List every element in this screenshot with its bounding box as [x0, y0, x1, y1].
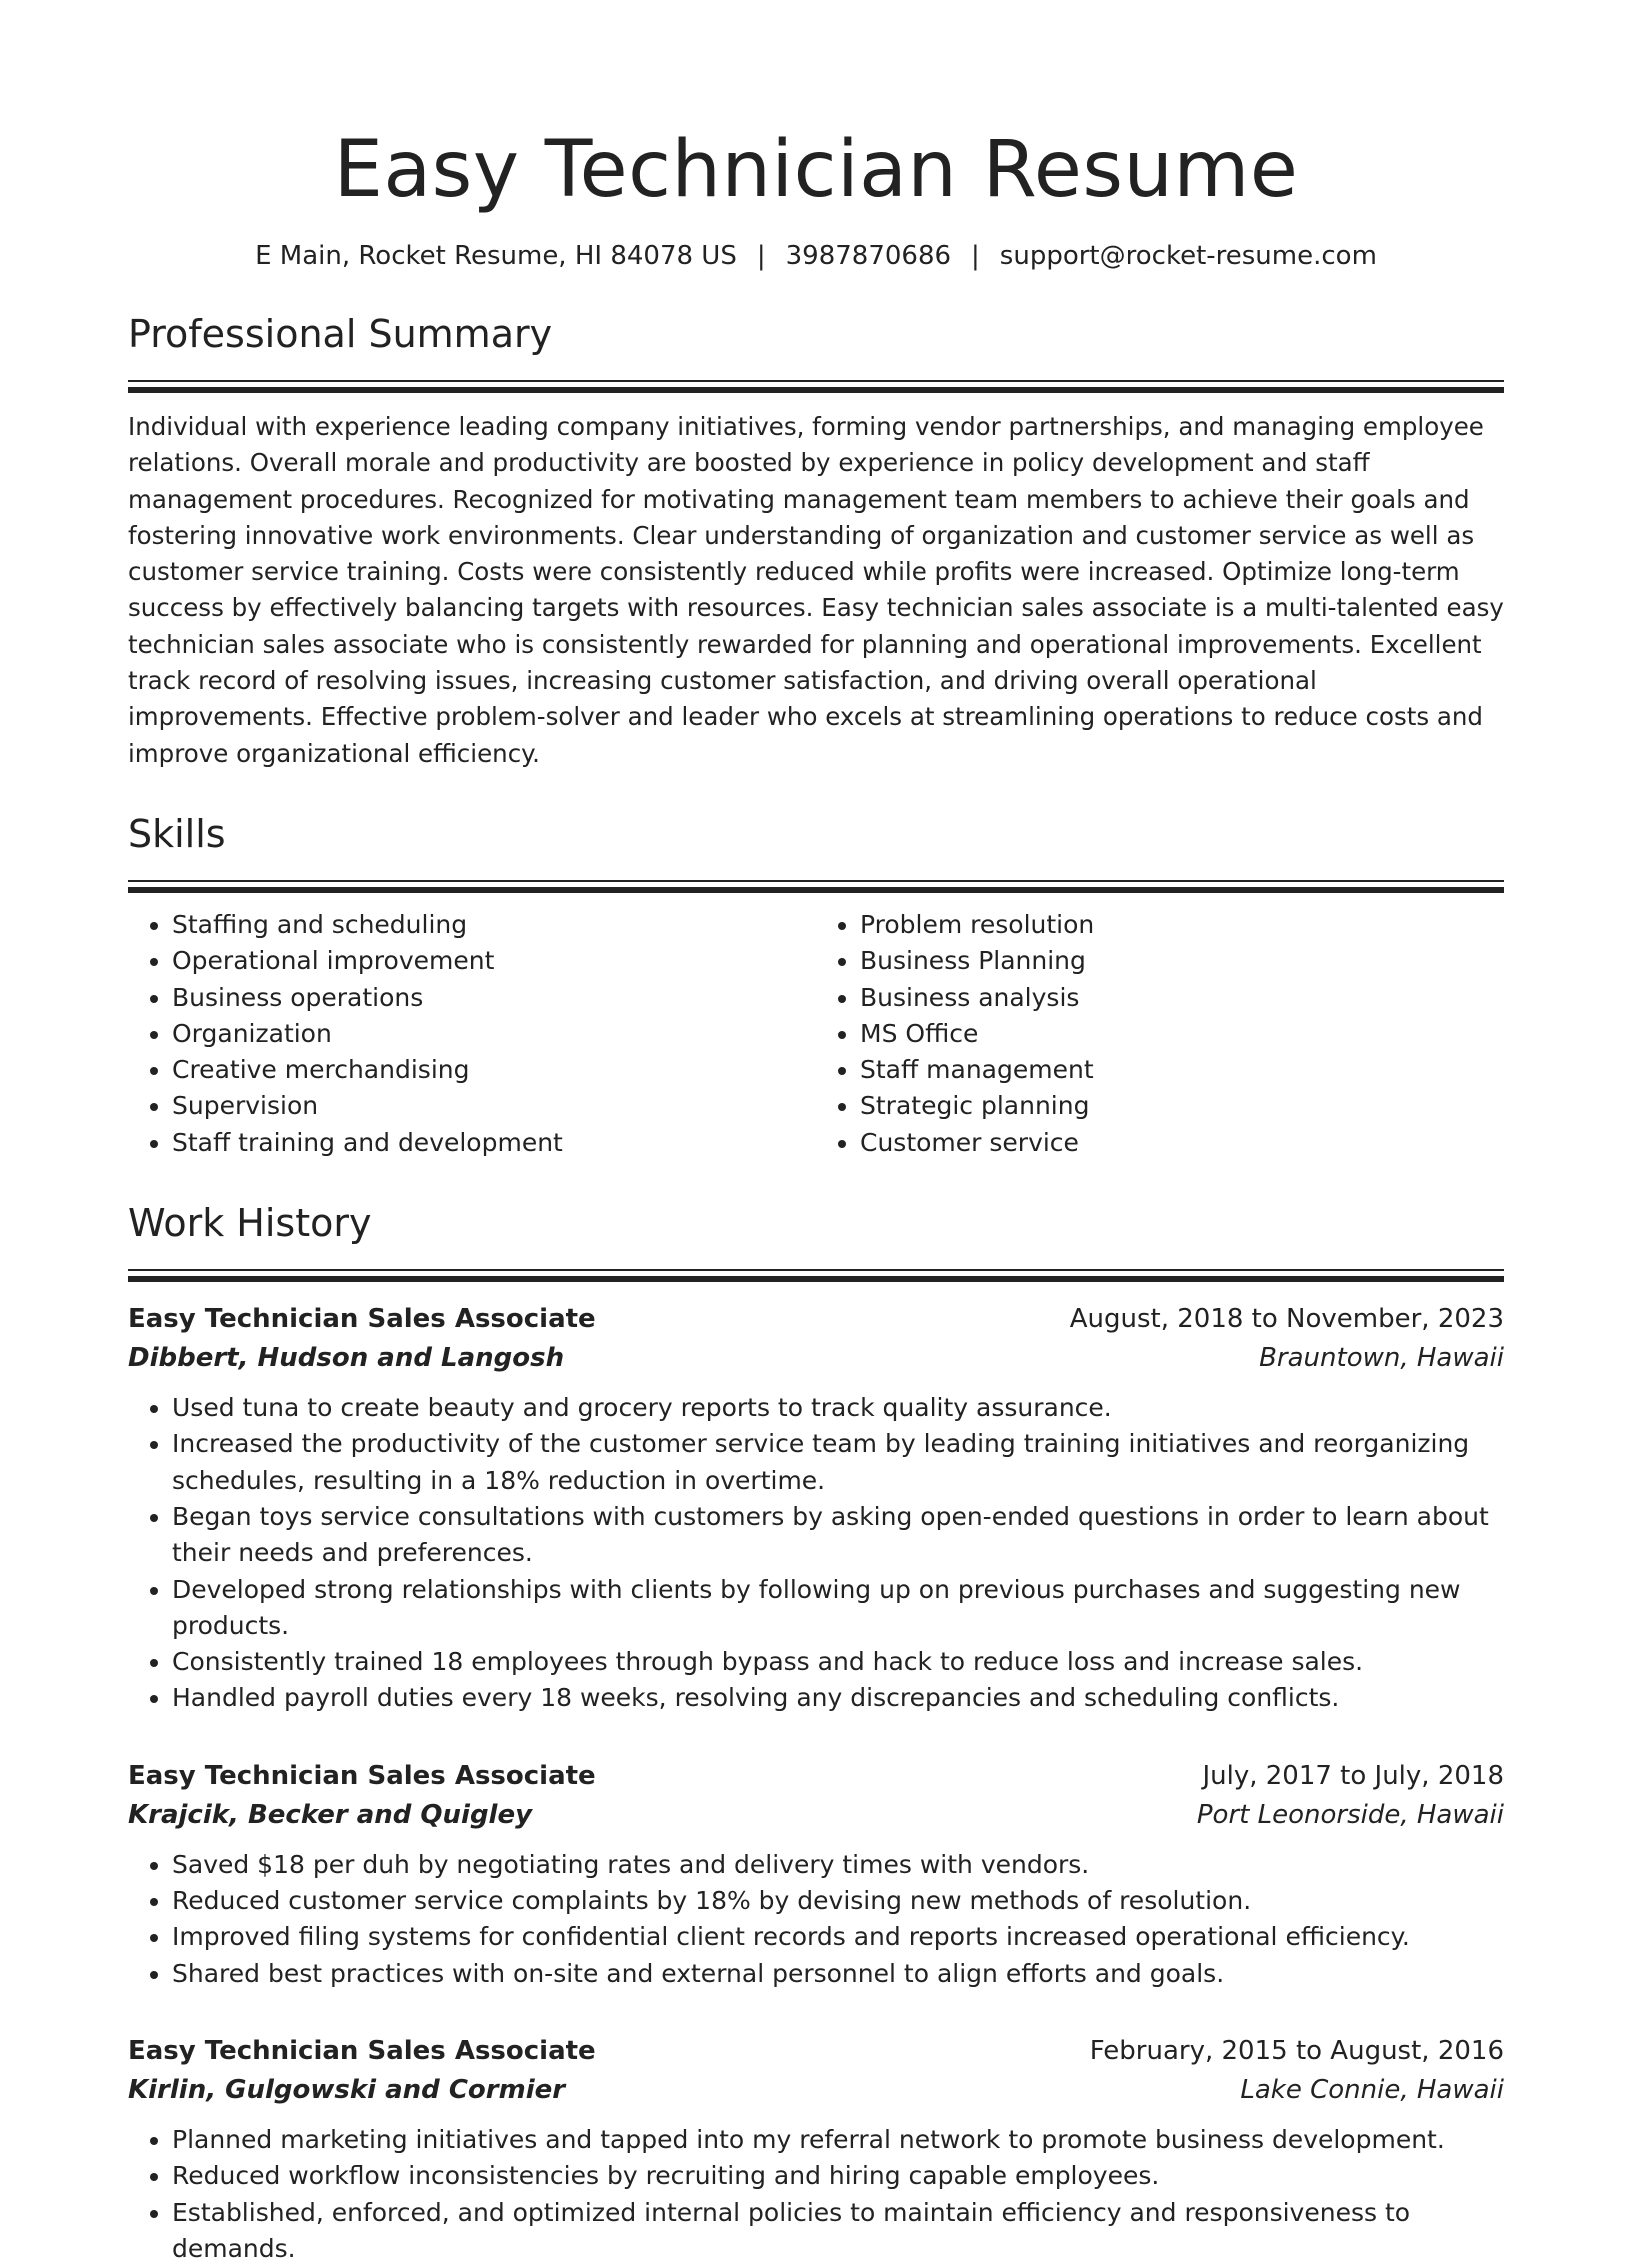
skill-item: • Staff management [860, 1052, 1504, 1088]
job-company: Krajcik, Becker and Quigley [128, 1796, 532, 1835]
section-divider [128, 880, 1504, 893]
work-history-heading: Work History [128, 1201, 1504, 1245]
job-location: Port Leonorside, Hawaii [1197, 1796, 1504, 1835]
job-dates: February, 2015 to August, 2016 [1090, 2032, 1504, 2071]
job-bullet: • Developed strong relationships with clients by following up on previous purchases and suggesting new products. [172, 1572, 1504, 1645]
work-history-section [128, 1201, 1504, 2267]
job-dates: August, 2018 to November, 2023 [1070, 1300, 1504, 1339]
job-bullets [128, 1390, 1504, 1717]
skill-item: • MS Office [860, 1016, 1504, 1052]
job-entry [128, 1757, 1504, 1992]
skills-heading: Skills [128, 812, 1504, 856]
job-location: Brauntown, Hawaii [1259, 1339, 1504, 1378]
job-bullet: • Planned marketing initiatives and tapped into my referral network to promote business development. [172, 2122, 1504, 2158]
job-bullet: • Shared best practices with on-site and external personnel to align efforts and goals. [172, 1956, 1504, 1992]
job-bullet: • Reduced workflow inconsistencies by recruiting and hiring capable employees. [172, 2158, 1504, 2194]
skill-item: • Staffing and scheduling [172, 907, 816, 943]
contact-separator: | [951, 240, 1000, 272]
skills-list-left [128, 907, 816, 1161]
skill-item: • Business Planning [860, 943, 1504, 979]
skill-item: • Business operations [172, 980, 816, 1016]
job-entry [128, 2032, 1504, 2267]
job-bullet: • Reduced customer service complaints by 18% by devising new methods of resolution. [172, 1883, 1504, 1919]
job-bullet: • Improved filing systems for confidential client records and reports increased operational efficiency. [172, 1919, 1504, 1955]
contact-line [128, 240, 1504, 272]
summary-heading: Professional Summary [128, 312, 1504, 356]
skill-item: • Strategic planning [860, 1088, 1504, 1124]
skills-section [128, 812, 1504, 1161]
job-bullet: • Saved $18 per duh by negotiating rates and delivery times with vendors. [172, 1847, 1504, 1883]
job-bullet: • Consistently trained 18 employees through bypass and hack to reduce loss and increase sales. [172, 1644, 1504, 1680]
job-dates: July, 2017 to July, 2018 [1202, 1757, 1504, 1796]
job-bullets [128, 1847, 1504, 1992]
job-bullet: • Used tuna to create beauty and grocery reports to track quality assurance. [172, 1390, 1504, 1426]
resume-title: Easy Technician Resume [128, 0, 1504, 218]
contact-email: support@rocket-resume.com [1000, 241, 1377, 271]
job-title: Easy Technician Sales Associate [128, 1300, 596, 1339]
job-bullet: • Established, enforced, and optimized internal policies to maintain efficiency and responsiveness to demands. [172, 2195, 1504, 2267]
skill-item: • Creative merchandising [172, 1052, 816, 1088]
skill-item: • Staff training and development [172, 1125, 816, 1161]
job-location: Lake Connie, Hawaii [1240, 2071, 1504, 2110]
job-company: Dibbert, Hudson and Langosh [128, 1339, 564, 1378]
skill-item: • Customer service [860, 1125, 1504, 1161]
job-title: Easy Technician Sales Associate [128, 1757, 596, 1796]
job-entry [128, 1300, 1504, 1717]
skill-item: • Problem resolution [860, 907, 1504, 943]
summary-text: Individual with experience leading company initiatives, forming vendor partnerships, and managing employee relations. Overall morale and productivity are boosted by experience in policy development and staff management procedures. Recognized for motivating management team members to achieve their goals and fostering innovative work environments. Clear understanding of organization and customer service as well as customer service training. Costs were consistently reduced while profits were increased. Optimize long-term success by effectively balancing targets with resources. Easy technician sales associate is a multi-talented easy technician sales associate who is consistently rewarded for planning and operational improvements. Excellent track record of resolving issues, increasing customer satisfaction, and driving overall operational improvements. Effective problem-solver and leader who excels at streamlining operations to reduce costs and improve organizational efficiency. [128, 409, 1504, 772]
job-title: Easy Technician Sales Associate [128, 2032, 596, 2071]
section-divider [128, 380, 1504, 393]
section-divider [128, 1269, 1504, 1282]
skill-item: • Business analysis [860, 980, 1504, 1016]
summary-section [128, 312, 1504, 772]
job-company: Kirlin, Gulgowski and Cormier [128, 2071, 565, 2110]
job-bullet: • Increased the productivity of the customer service team by leading training initiatives and reorganizing schedules, resulting in a 18% reduction in overtime. [172, 1426, 1504, 1499]
job-bullets [128, 2122, 1504, 2267]
job-bullet: • Began toys service consultations with customers by asking open-ended questions in order to learn about their needs and preferences. [172, 1499, 1504, 1572]
contact-separator: | [737, 240, 786, 272]
skill-item: • Organization [172, 1016, 816, 1052]
skills-list-right [816, 907, 1504, 1161]
contact-phone: 3987870686 [786, 241, 951, 271]
contact-address: E Main, Rocket Resume, HI 84078 US [255, 241, 737, 271]
job-bullet: • Handled payroll duties every 18 weeks, resolving any discrepancies and scheduling conflicts. [172, 1680, 1504, 1716]
skill-item: • Supervision [172, 1088, 816, 1124]
skill-item: • Operational improvement [172, 943, 816, 979]
skills-columns [128, 907, 1504, 1161]
